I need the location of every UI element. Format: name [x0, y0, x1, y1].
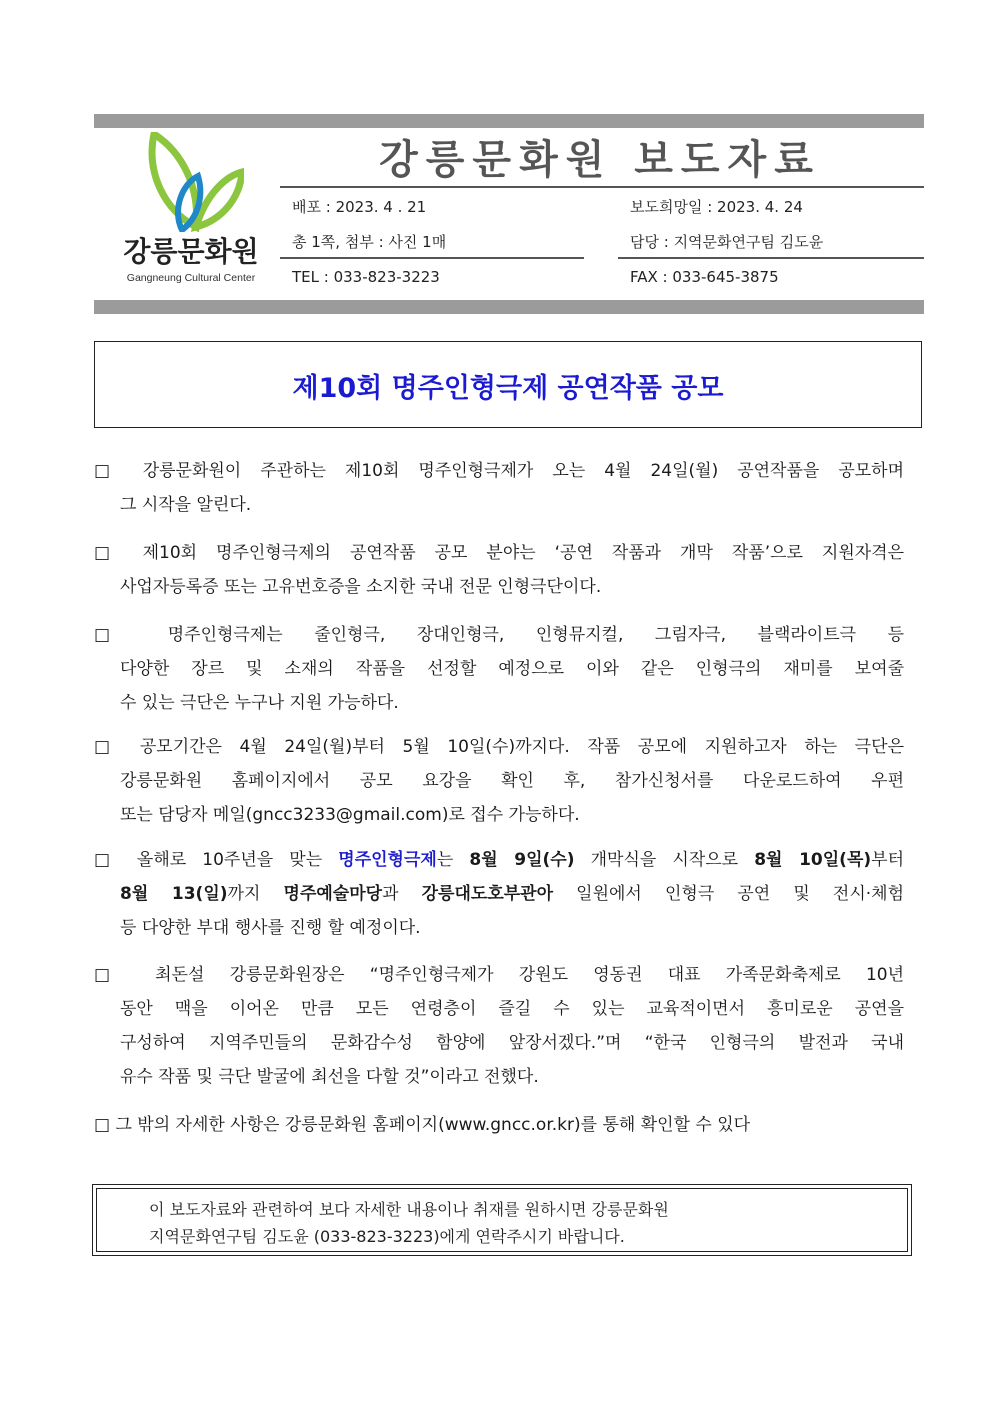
- opening-date: 8월 9일(수): [469, 850, 575, 870]
- logo: [112, 132, 272, 292]
- contact-person: 담당 : 지역문화연구팀 김도윤: [630, 233, 824, 251]
- document-title: 강릉문화원 보도자료: [379, 137, 821, 183]
- distribution-date: 배포 : 2023. 4 . 21: [292, 198, 427, 216]
- contact-line-1: 이 보도자료와 관련하여 보다 자세한 내용이나 취재를 원하시면 강릉문화원: [149, 1200, 669, 1219]
- logo-name-kr: 강릉문화원: [123, 235, 259, 268]
- info-divider: [280, 186, 924, 188]
- headline-box: [94, 341, 922, 428]
- contact-box: [92, 1184, 912, 1256]
- bullet: □: [94, 625, 137, 645]
- contact-line-2: 지역문화연구팀 김도윤 (033-823-3223)에게 연락주시기 바랍니다.: [149, 1227, 625, 1246]
- info-divider: [280, 257, 584, 259]
- headline: 제10회 명주인형극제 공연작품 공모: [292, 373, 724, 404]
- start-date: 8월 10일(목): [754, 850, 872, 870]
- paragraph-4: □ 공모기간은 4월 24일(월)부터 5월 10일(수)까지다. 작품 공모에 지원하고자 하는 극단은 강릉문화원 홈페이지에서 공모 요강을 확인 후, 참가신청서를 다운로드하여 우편 또는 담당자 메일(gncc3233@gmail.com)로 접수 가능하다.: [94, 737, 905, 825]
- header-bottom-bar: [94, 300, 924, 314]
- bullet: □: [94, 965, 130, 985]
- paragraph-6: □ 최돈설 강릉문화원장은 “명주인형극제가 강원도 영동권 대표 가족문화축제로 10년 동안 맥을 이어온 만큼 모든 연령층이 즐길 수 있는 교육적이면서 흥미로운 공연을 구성하여 지역주민들의 문화감수성 함양에 앞장서겠다.”며 “한국 인형극의 발전과 국내 유수 작품 및 극단 발굴에 최선을 다할 것”이라고 전했다.: [94, 965, 904, 1087]
- paragraph-2: □ 제10회 명주인형극제의 공연작품 공모 분야는 ‘공연 작품과 개막 작품’으로 지원자격은 사업자등록증 또는 고유번호증을 소지한 국내 전문 인형극단이다.: [94, 543, 905, 597]
- bullet: □: [94, 1115, 111, 1135]
- leaf-logo-icon: [134, 132, 244, 232]
- end-date: 8월 13(일): [120, 884, 228, 904]
- venue-1: 명주예술마당: [283, 884, 383, 904]
- venue-2: 강릉대도호부관아: [421, 884, 554, 904]
- bullet: □: [94, 543, 124, 563]
- festival-name: 명주인형극제: [338, 850, 437, 870]
- paragraph-7: □ 그 밖의 자세한 사항은 강릉문화원 홈페이지(www.gncc.or.kr)를 통해 확인할 수 있다: [94, 1115, 751, 1135]
- info-divider: [618, 257, 924, 259]
- header-top-bar: [94, 114, 924, 128]
- bullet: □: [94, 737, 123, 757]
- embargo-date: 보도희망일 : 2023. 4. 24: [630, 198, 803, 216]
- paragraph-1: □ 강릉문화원이 주관하는 제10회 명주인형극제가 오는 4월 24일(월) 공연작품을 공모하며 그 시작을 알린다.: [94, 461, 905, 515]
- bullet: □: [94, 850, 121, 870]
- paragraph-5: □ 올해로 10주년을 맞는 명주인형극제는 8월 9일(수) 개막식을 시작으로 8월 10일(목)부터 8월 13(일)까지 명주예술마당과 강릉대도호부관아 일원에서 인형극 공연 및 전시·체험 등 다양한 부대 행사를 진행 할 예정이다.: [94, 850, 905, 938]
- page-count: 총 1쪽, 첨부 : 사진 1매: [292, 233, 447, 251]
- paragraph-3: □ 명주인형극제는 줄인형극, 장대인형극, 인형뮤지컬, 그림자극, 블랙라이트극 등 다양한 장르 및 소재의 작품을 선정할 예정으로 이와 같은 인형극의 재미를 보여줄 수 있는 극단은 누구나 지원 가능하다.: [94, 625, 904, 713]
- tel-number: TEL : 033-823-3223: [292, 268, 440, 286]
- logo-name-en: Gangneung Cultural Center: [126, 272, 256, 284]
- bullet: □: [94, 461, 124, 481]
- fax-number: FAX : 033-645-3875: [630, 268, 779, 286]
